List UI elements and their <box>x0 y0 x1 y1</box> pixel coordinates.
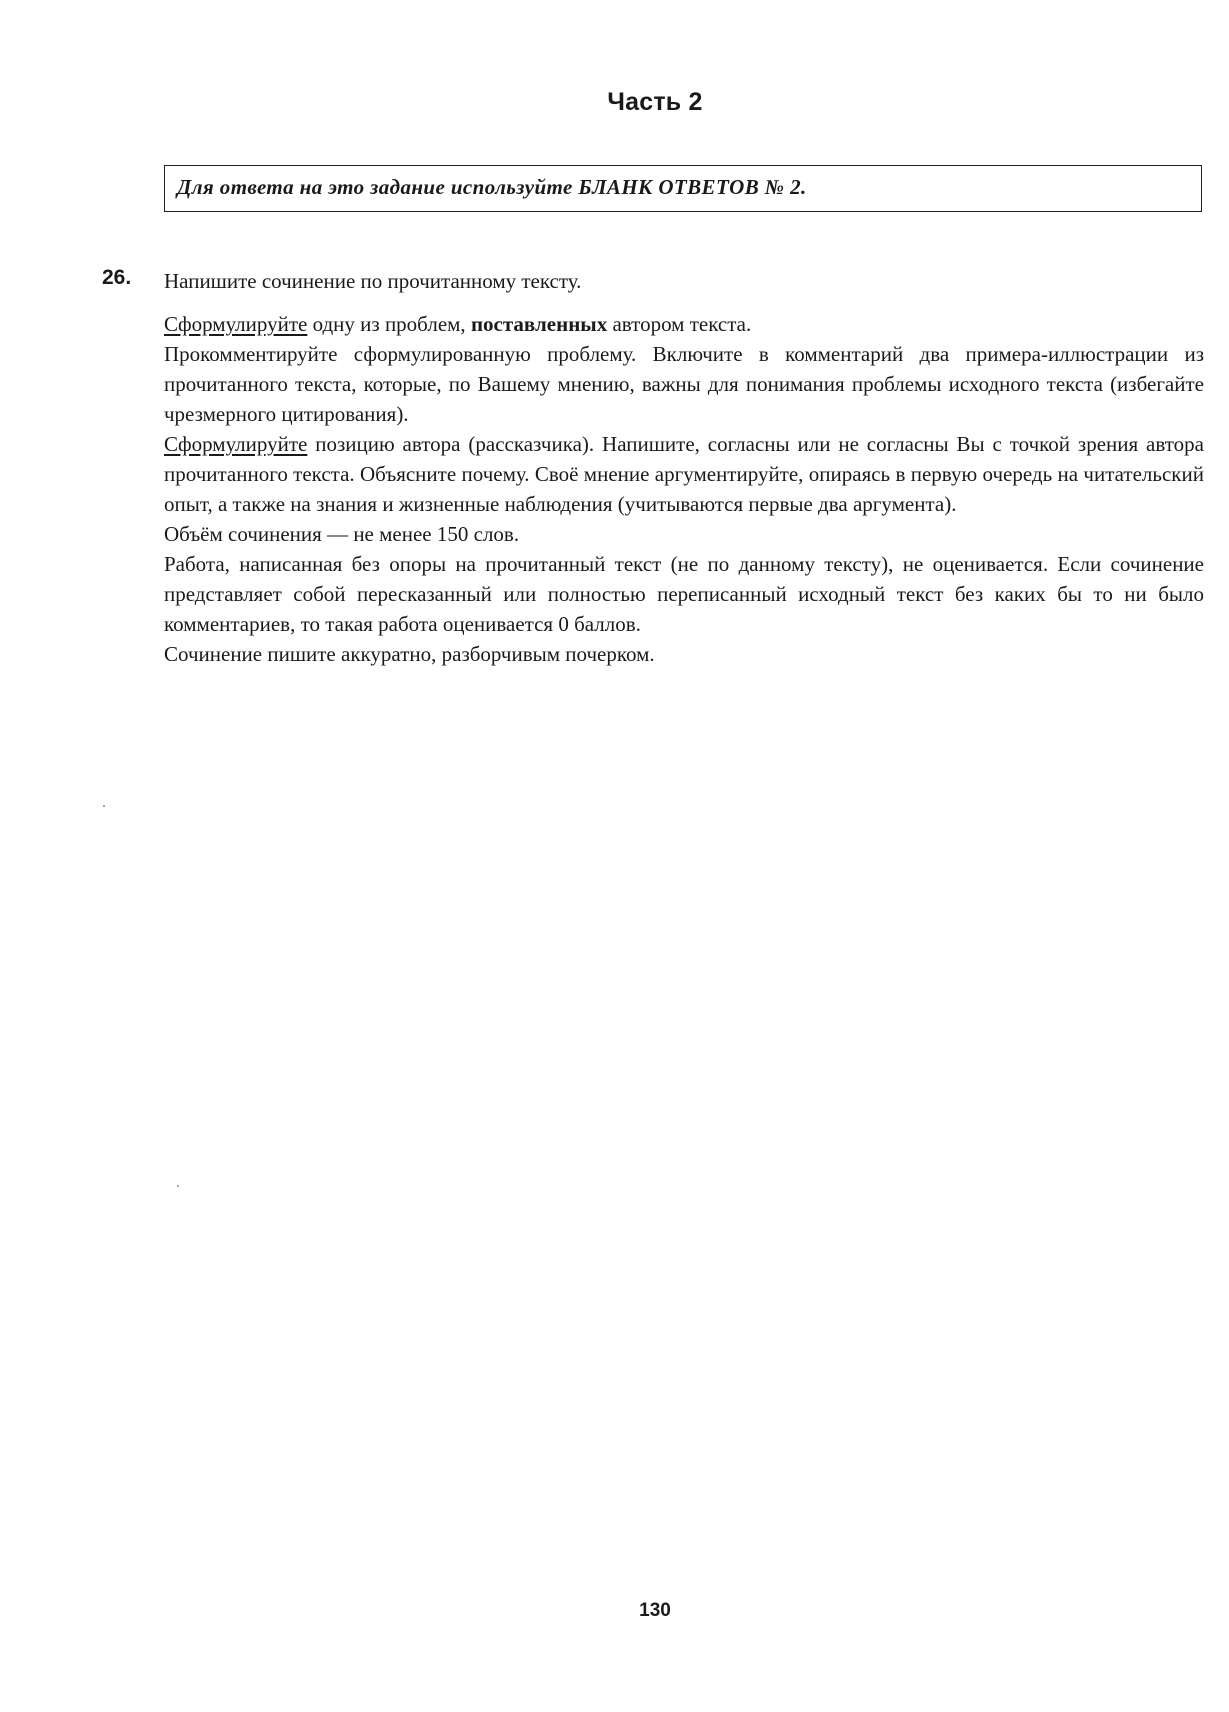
task-paragraph-2: Прокомментируйте сформулированную проблему. Включите в комментарий два примера-иллюстрации из прочитанного текста, которые, по Вашему мнению, важны для понимания проблемы исходного текста (избегайте чрезмерного цитирования). <box>164 342 1204 426</box>
task-text: автором текста. <box>607 312 752 336</box>
task-verb-formulate: Сформулируйте <box>164 432 308 456</box>
task-emphasis: поставленных <box>470 312 608 336</box>
task-number: 26. <box>102 266 132 289</box>
task-text: одну из проблем, <box>307 312 471 336</box>
scan-speck <box>177 1185 179 1187</box>
task-text: позицию автора (рассказчика). Напишите, согласны или не согласны Вы с точкой зрения автора прочитанного текста. Объясните почему. Своё мнение аргументируйте, опираясь в первую очередь на читательский опыт, а также на знания и жизненные наблюдения (учитываются первые два аргумента). <box>164 432 1204 516</box>
task-intro: Напишите сочинение по прочитанному тексту. <box>164 269 582 293</box>
task-paragraph-4: Объём сочинения — не менее 150 слов. <box>164 522 520 546</box>
instruction-box <box>164 165 1202 212</box>
instruction-text: Для ответа на это задание используйте БЛАНК ОТВЕТОВ № 2. <box>177 175 807 199</box>
task-paragraph-1 <box>164 309 1204 339</box>
task-paragraph-5: Работа, написанная без опоры на прочитанный текст (не по данному тексту), не оценивается. Если сочинение представляет собой пересказанный или полностью переписанный исходный текст без каких бы то ни было комментариев, то такая работа оценивается 0 баллов. <box>164 552 1204 636</box>
page-number: 130 <box>639 1600 671 1621</box>
task-paragraph-6: Сочинение пишите аккуратно, разборчивым почерком. <box>164 642 655 666</box>
scan-speck <box>103 805 105 807</box>
task-verb-formulate: Сформулируйте <box>164 312 308 336</box>
task-body <box>164 266 1204 669</box>
task-paragraph-3 <box>164 429 1204 519</box>
page-title: Часть 2 <box>607 88 703 116</box>
